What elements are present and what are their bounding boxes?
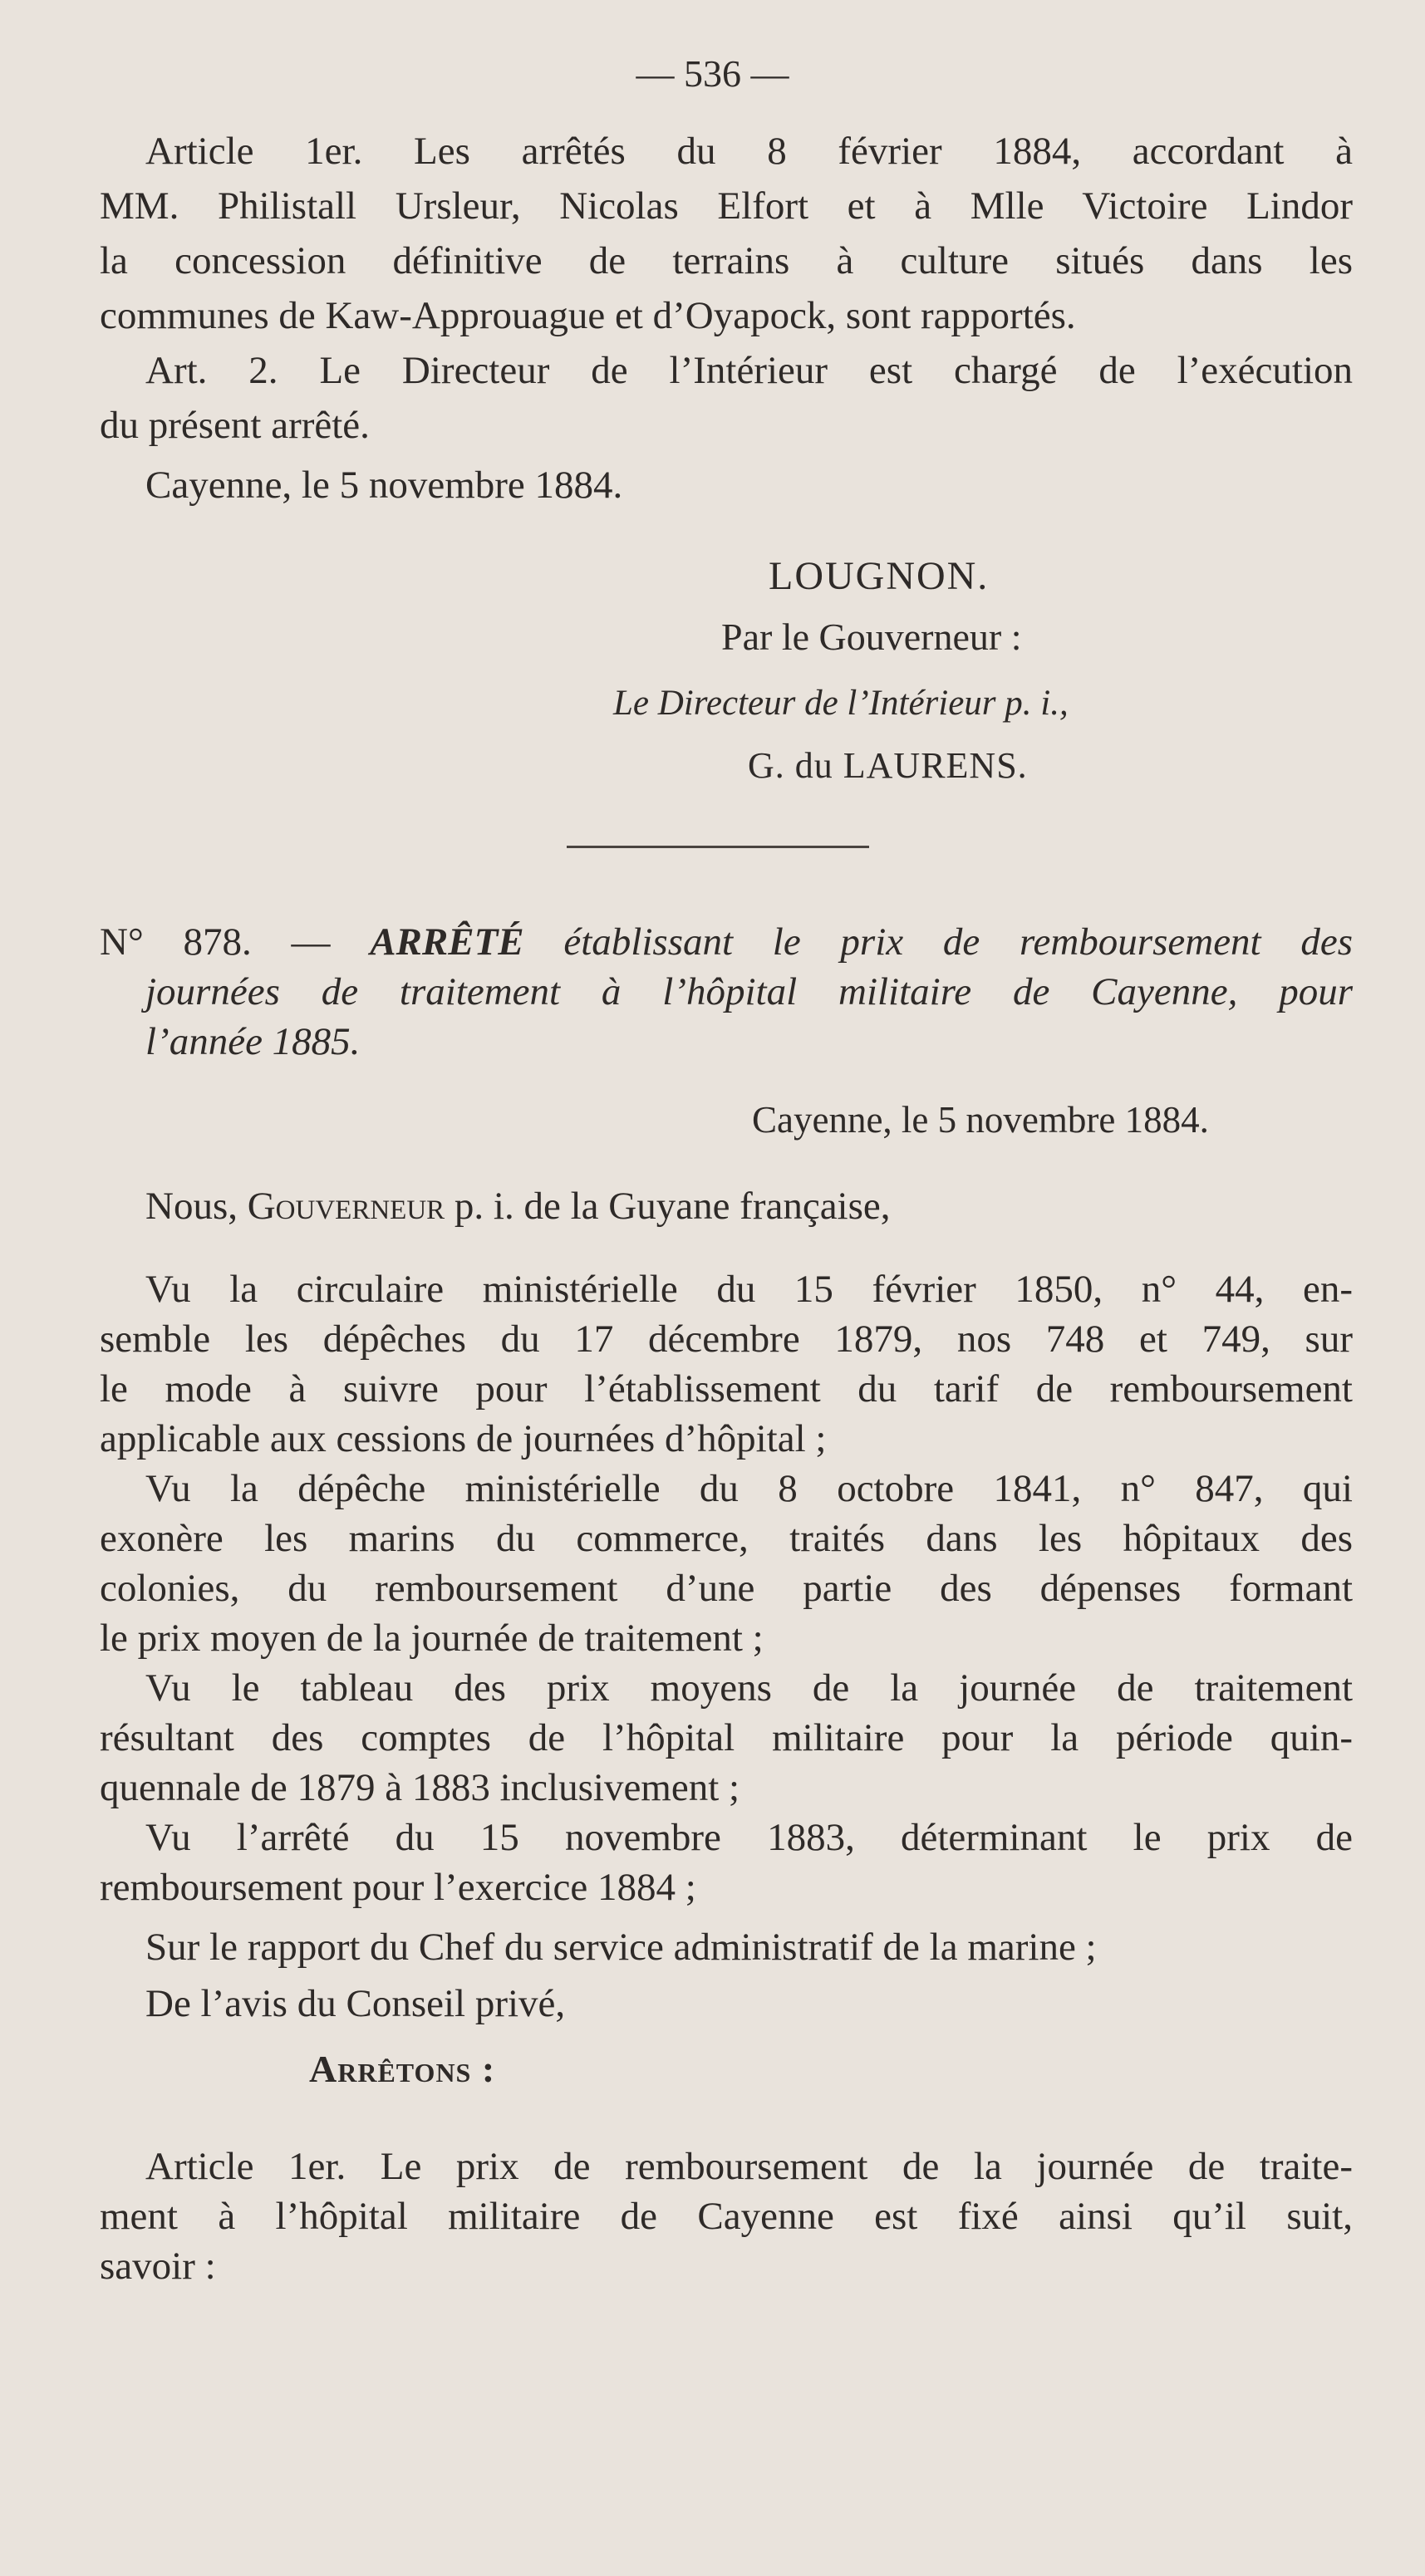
par-le-gouverneur: Par le Gouverneur : (721, 616, 1022, 658)
text-line: ment à l’hôpital militaire de Cayenne est fixé ainsi qu’il suit, (100, 2195, 1353, 2238)
text-line: résultant des comptes de l’hôpital militaire pour la période quin- (100, 1716, 1353, 1759)
text-line: De l’avis du Conseil privé, (145, 1982, 566, 2025)
text-line: Vu l’arrêté du 15 novembre 1883, déterminant le prix de (145, 1816, 1353, 1859)
arrete-title: établissant le prix de remboursement des (563, 920, 1353, 964)
date-line: Cayenne, le 5 novembre 1884. (752, 1099, 1209, 1141)
text-line: exonère les marins du commerce, traités dans les hôpitaux des (100, 1517, 1353, 1560)
nous-word: Nous, (145, 1185, 238, 1228)
text-line: du présent arrêté. (100, 404, 370, 447)
nous-rest: p. i. de la Guyane française, (454, 1185, 891, 1228)
arrete-heading-line: l’année 1885. (145, 1020, 361, 1063)
text-line: applicable aux cessions de journées d’hôpital ; (100, 1417, 827, 1460)
text-line: savoir : (100, 2245, 216, 2288)
page-number: — 536 — (636, 52, 789, 95)
text-line: Art. 2. Le Directeur de l’Intérieur est chargé de l’exécution (145, 349, 1353, 392)
text-line: remboursement pour l’exercice 1884 ; (100, 1866, 696, 1909)
text-line: Article 1er. Les arrêtés du 8 février 1884, accordant à (145, 130, 1353, 173)
co-signatory: G. du LAURENS. (748, 745, 1028, 786)
text-line: Vu la dépêche ministérielle du 8 octobre 1841, n° 847, qui (145, 1467, 1353, 1510)
text-line: communes de Kaw-Approuague et d’Oyapock, sont rapportés. (100, 294, 1076, 337)
arrete-heading-line (100, 917, 1353, 967)
signatory: LOUGNON. (769, 554, 990, 598)
date-line: Cayenne, le 5 novembre 1884. (145, 464, 623, 507)
gouverneur-word: Gouverneur (247, 1185, 445, 1228)
text-line: Vu la circulaire ministérielle du 15 février 1850, n° 44, en- (145, 1268, 1353, 1311)
arrete-heading-line: journées de traitement à l’hôpital militaire de Cayenne, pour (145, 970, 1353, 1013)
text-line: le prix moyen de la journée de traitement ; (100, 1617, 764, 1660)
text-line: la concession définitive de terrains à culture situés dans les (100, 239, 1353, 282)
text-line: le mode à suivre pour l’établissement du tarif de remboursement (100, 1367, 1353, 1411)
text-line: Sur le rapport du Chef du service administratif de la marine ; (145, 1926, 1097, 1969)
text-line: Article 1er. Le prix de remboursement de la journée de traite- (145, 2145, 1353, 2188)
directeur-line: Le Directeur de l’Intérieur p. i., (613, 684, 1069, 723)
arrete-label: ARRÊTÉ (370, 920, 524, 964)
text-line: colonies, du remboursement d’une partie des dépenses formant (100, 1567, 1353, 1610)
text-line: semble les dépêches du 17 décembre 1879, nos 748 et 749, sur (100, 1317, 1353, 1361)
text-line: MM. Philistall Ursleur, Nicolas Elfort et à Mlle Victoire Lindor (100, 184, 1353, 228)
separator-rule (567, 846, 869, 848)
arrete-number: N° 878. — (100, 920, 331, 964)
nous-line (145, 1181, 1398, 1231)
arretons-heading: Arrêtons : (309, 2048, 496, 2090)
text-line: quennale de 1879 à 1883 inclusivement ; (100, 1766, 740, 1809)
text-line: Vu le tableau des prix moyens de la journée de traitement (145, 1666, 1353, 1710)
